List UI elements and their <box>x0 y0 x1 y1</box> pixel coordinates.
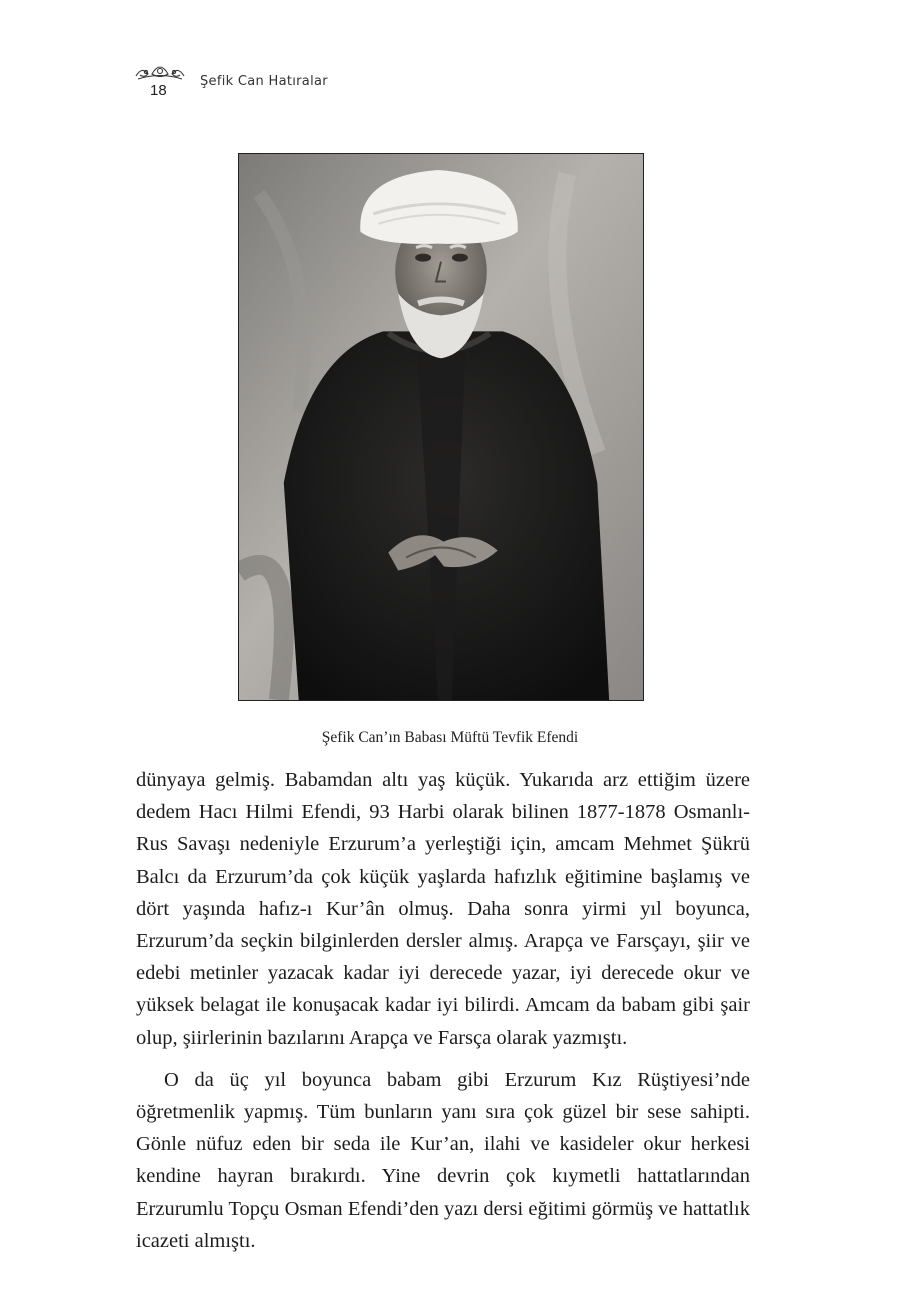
paragraph: O da üç yıl boyunca babam gibi Erzurum Kız Rüştiyesi’nde öğretmenlik yapmış. Tüm bunların yanı sıra çok güzel bir sese sahipti. Gönle nüfuz eden bir seda ile Kur’an, ilahi ve kasideler okur herkesi kendine hayran bırakırdı. Yine devrin çok kıymetli hattatlarından Erzurumlu Topçu Osman Efendi’den yazı dersi eğitimi görmüş ve hattatlık icazeti almıştı. <box>136 1068 750 1252</box>
floral-ornament-icon <box>134 62 186 84</box>
running-title: Şefik Can Hatıralar <box>200 74 328 89</box>
page-header <box>134 62 534 102</box>
photo-caption: Şefik Can’ın Babası Müftü Tevfik Efendi <box>321 729 579 746</box>
paragraph: dünyaya gelmiş. Babamdan altı yaş küçük. Yukarıda arz ettiğim üzere dedem Hacı Hilmi Efendi, 93 Harbi olarak bilinen 1877-1878 Osmanlı-Rus Savaşı nedeniyle Erzurum’a yerleştiği için, amcam Mehmet Şükrü Balcı da Erzurum’da çok küçük yaşlarda hafızlık eğitimine başlamış ve dört yaşında hafız-ı Kur’ân olmuş. Daha sonra yirmi yıl boyunca, Erzurum’da seçkin bilginlerden dersler almış. Arapça ve Farsçayı, şiir ve edebi metinler yazacak kadar iyi derecede yazar, iyi derecede okur ve yüksek belagat ile konuşacak kadar iyi bilirdi. Amcam da babam gibi şair olup, şiirlerinin bazılarını Arapça ve Farsça olarak yazmıştı. <box>136 769 750 1049</box>
page-number: 18 <box>150 82 167 99</box>
portrait-photo <box>238 153 644 701</box>
body-text <box>136 764 750 1257</box>
